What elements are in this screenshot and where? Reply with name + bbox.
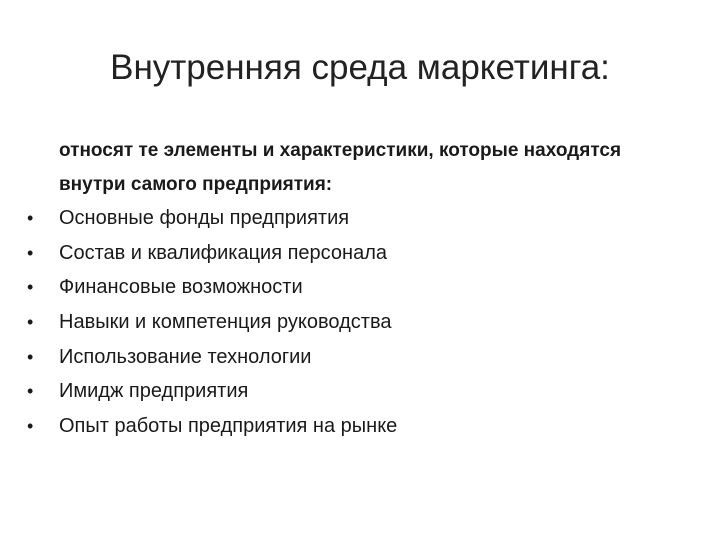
bullet-text: Состав и квалификация персонала bbox=[59, 241, 387, 264]
bullet-dot-icon: • bbox=[27, 346, 34, 367]
bullet-item bbox=[0, 270, 720, 305]
bullet-item bbox=[0, 236, 720, 271]
bullet-list bbox=[0, 201, 720, 444]
slide-title: Внутренняя среда маркетинга: bbox=[110, 48, 610, 87]
bullet-item bbox=[0, 305, 720, 340]
bullet-text: Опыт работы предприятия на рынке bbox=[59, 415, 398, 438]
intro-line: внутри самого предприятия: bbox=[59, 174, 333, 195]
bullet-dot-icon: • bbox=[27, 208, 34, 228]
bullet-item bbox=[0, 409, 720, 444]
bullet-dot-icon: • bbox=[27, 242, 34, 263]
bullet-text: Имидж предприятия bbox=[59, 380, 249, 403]
bullet-dot-icon: • bbox=[27, 277, 34, 298]
bullet-text: Навыки и компетенция руководства bbox=[59, 311, 392, 334]
intro-text bbox=[59, 134, 689, 202]
bullet-item bbox=[0, 374, 720, 409]
bullet-text: Основные фонды предприятия bbox=[59, 207, 350, 229]
bullet-dot-icon: • bbox=[27, 381, 34, 402]
bullet-item bbox=[0, 340, 720, 375]
bullet-text: Финансовые возможности bbox=[59, 276, 303, 299]
intro-line: относят те элементы и характеристики, которые находятся bbox=[59, 140, 622, 161]
bullet-dot-icon: • bbox=[27, 416, 34, 437]
bullet-text: Использование технологии bbox=[59, 345, 312, 368]
bullet-dot-icon: • bbox=[27, 312, 34, 333]
bullet-item bbox=[0, 201, 720, 236]
